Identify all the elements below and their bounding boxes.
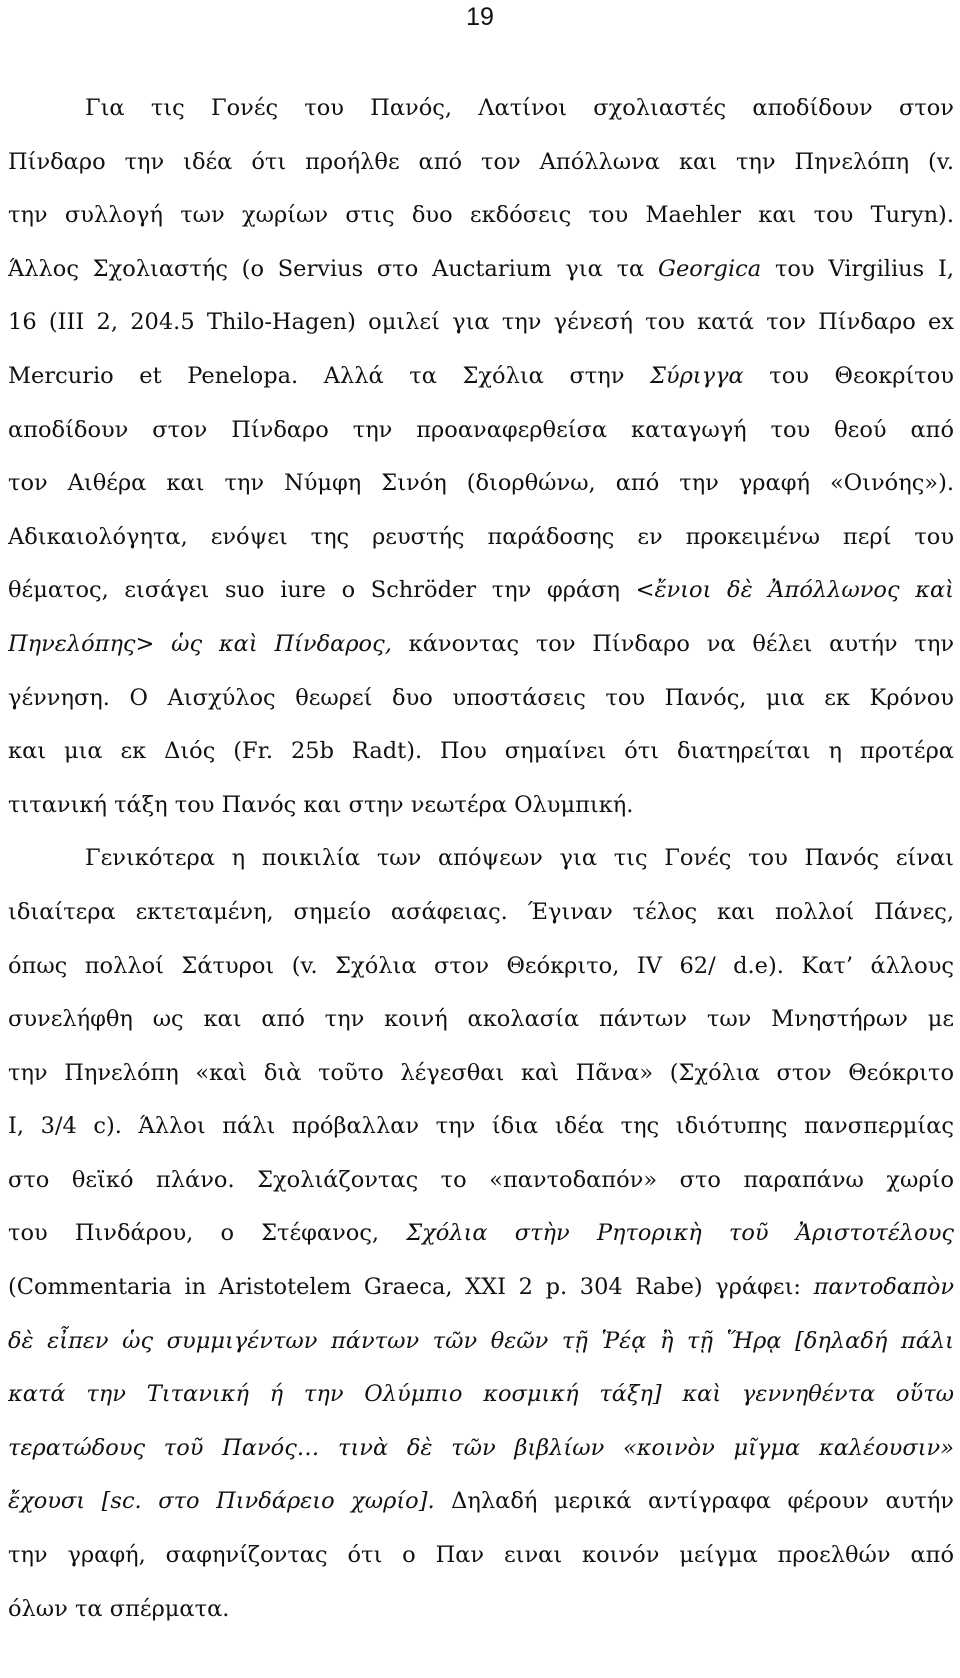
text-line (8, 1100, 954, 1154)
text-run: τιτανική τάξη του Πανός και στην νεωτέρα Ολυμπική. (8, 791, 634, 818)
text-line (8, 940, 954, 994)
text-run: όλων τα σπέρματα. (8, 1595, 230, 1622)
text-run: Αδικαιολόγητα, ενόψει της ρευστής παράδοσης εν προκειμένω περί του (8, 523, 954, 550)
text-run: Mercurio et Penelopa. Αλλά τα Σχόλια στην (8, 362, 650, 389)
text-run: (Commentaria in Aristotelem Graeca, XXI 2 p. 304 Rabe) γράφει: (8, 1274, 814, 1301)
text-line (8, 993, 954, 1047)
text-line (8, 618, 954, 672)
text-line (8, 1261, 954, 1315)
text-line (8, 564, 954, 618)
text-line (8, 672, 954, 726)
text-run: Άλλος Σχολιαστής (ο Servius στο Auctarium για τα (8, 255, 658, 282)
text-run: Γενικότερα η ποικιλία των απόψεων για τις Γονές του Πανός είναι (85, 845, 954, 872)
greek-quotation: ἔχουσι [sc. στο Πινδάρειο χωρίο]. (8, 1488, 435, 1515)
text-run: γέννηση. Ο Αισχύλος θεωρεί δυο υποστάσεις του Πανός, μια εκ Κρόνου (8, 684, 954, 711)
text-line (8, 511, 954, 565)
text-line (8, 1475, 954, 1529)
text-line (8, 725, 954, 779)
text-line (8, 189, 954, 243)
text-line (8, 1368, 954, 1422)
text-run: αποδίδουν στον Πίνδαρο την προαναφερθείσα καταγωγή του θεού από (8, 416, 954, 443)
text-line (8, 1154, 954, 1208)
greek-quotation: τινὰ δὲ τῶν βιβλίων «κοινὸν μῖγμα καλέουσιν» (319, 1434, 954, 1461)
document-body (8, 82, 954, 1636)
text-run: την Πηνελόπη «καὶ διὰ τοῦτο λέγεσθαι καὶ Πᾶνα» (Σχόλια στον Θεόκριτο (8, 1059, 954, 1086)
text-run: 16 (III 2, 204.5 Thilo-Hagen) ομιλεί για την γένεσή του κατά τον Πίνδαρο ex (8, 309, 954, 336)
text-line (8, 296, 954, 350)
text-line (8, 243, 954, 297)
text-run: Για τις Γονές του Πανός, Λατίνοι σχολιαστές αποδίδουν στον (85, 95, 954, 121)
text-line (8, 404, 954, 458)
greek-quotation: τερατώδους τοῦ Πανός… (8, 1434, 320, 1461)
text-run: ιδιαίτερα εκτεταμένη, σημείο ασάφειας. Έγιναν τέλος και πολλοί Πάνες, (8, 898, 954, 925)
text-line (8, 350, 954, 404)
text-run: συνελήφθη ως και από την κοινή ακολασία πάντων των Μνηστήρων με (8, 1006, 954, 1033)
text-line (8, 1529, 954, 1583)
text-run: Δηλαδή μερικά αντίγραφα φέρουν αυτήν (434, 1488, 954, 1515)
text-run: του Πινδάρου, ο Στέφανος, (8, 1220, 407, 1247)
text-line (8, 457, 954, 511)
italic-title: Σχόλια στὴν Ρητορικὴ τοῦ Ἀριστοτέλους (406, 1220, 954, 1247)
text-run: του Θεοκρίτου (743, 362, 954, 389)
text-line (8, 886, 954, 940)
text-line (8, 136, 954, 190)
text-run: την συλλογή των χωρίων στις δυο εκδόσεις του Maehler και του Turyn). (8, 202, 954, 229)
page-number: 19 (466, 3, 494, 31)
text-run: και μια εκ Διός (Fr. 25b Radt). Που σημαίνει ότι διατηρείται η προτέρα (8, 738, 954, 765)
italic-title: Σύριγγα (649, 362, 744, 389)
text-line (8, 779, 954, 833)
text-run: όπως πολλοί Σάτυροι (v. Σχόλια στον Θεόκριτο, IV 62/ d.e). Κατ’ άλλους (8, 952, 954, 979)
text-line (8, 1422, 954, 1476)
text-run: I, 3/4 c). Άλλοι πάλι πρόβαλλαν την ίδια ιδέα της ιδιότυπης πανσπερμίας (8, 1113, 954, 1140)
text-line (8, 1583, 954, 1637)
text-line (8, 82, 954, 136)
text-line (8, 1315, 954, 1369)
greek-quotation: ἔνιοι δὲ Ἀπόλλωνος καὶ (654, 577, 954, 604)
text-line (8, 832, 954, 886)
text-run: κάνοντας τον Πίνδαρο να θέλει αυτήν την (391, 630, 954, 657)
text-run: στο θεϊκό πλάνο. Σχολιάζοντας το «παντοδαπόν» στο παραπάνω χωρίο (8, 1166, 954, 1193)
greek-quotation: δὲ εἶπεν ὡς συμμιγέντων πάντων τῶν θεῶν τῇ Ῥέᾳ ἢ τῇ Ἥρᾳ (8, 1327, 796, 1354)
greek-quotation: παντοδαπὸν (813, 1274, 954, 1301)
editorial-note: κατά την Τιτανική ή την Ολύμπιο κοσμική τάξη] (8, 1381, 662, 1408)
text-run: Πίνδαρο την ιδέα ότι προήλθε από τον Απόλλωνα και την Πηνελόπη (v. (8, 148, 954, 175)
greek-quotation: καὶ γεννηθέντα οὕτω (661, 1381, 954, 1408)
greek-quotation: Πηνελόπης> ὡς καὶ Πίνδαρος, (8, 630, 392, 657)
text-run: θέματος, εισάγει suo iure ο Schröder την φράση < (8, 577, 655, 604)
italic-title: Georgica (657, 255, 762, 282)
text-run: την γραφή, σαφηνίζοντας ότι ο Παν ειναι κοινόν μείγμα προελθών από (8, 1542, 954, 1569)
text-line (8, 1047, 954, 1101)
text-run: τον Αιθέρα και την Νύμφη Σινόη (διορθώνω, από την γραφή «Οινόης»). (8, 470, 954, 497)
text-line (8, 1207, 954, 1261)
editorial-note: [δηλαδή πάλι (795, 1327, 954, 1354)
text-run: του Virgilius I, (761, 255, 954, 282)
